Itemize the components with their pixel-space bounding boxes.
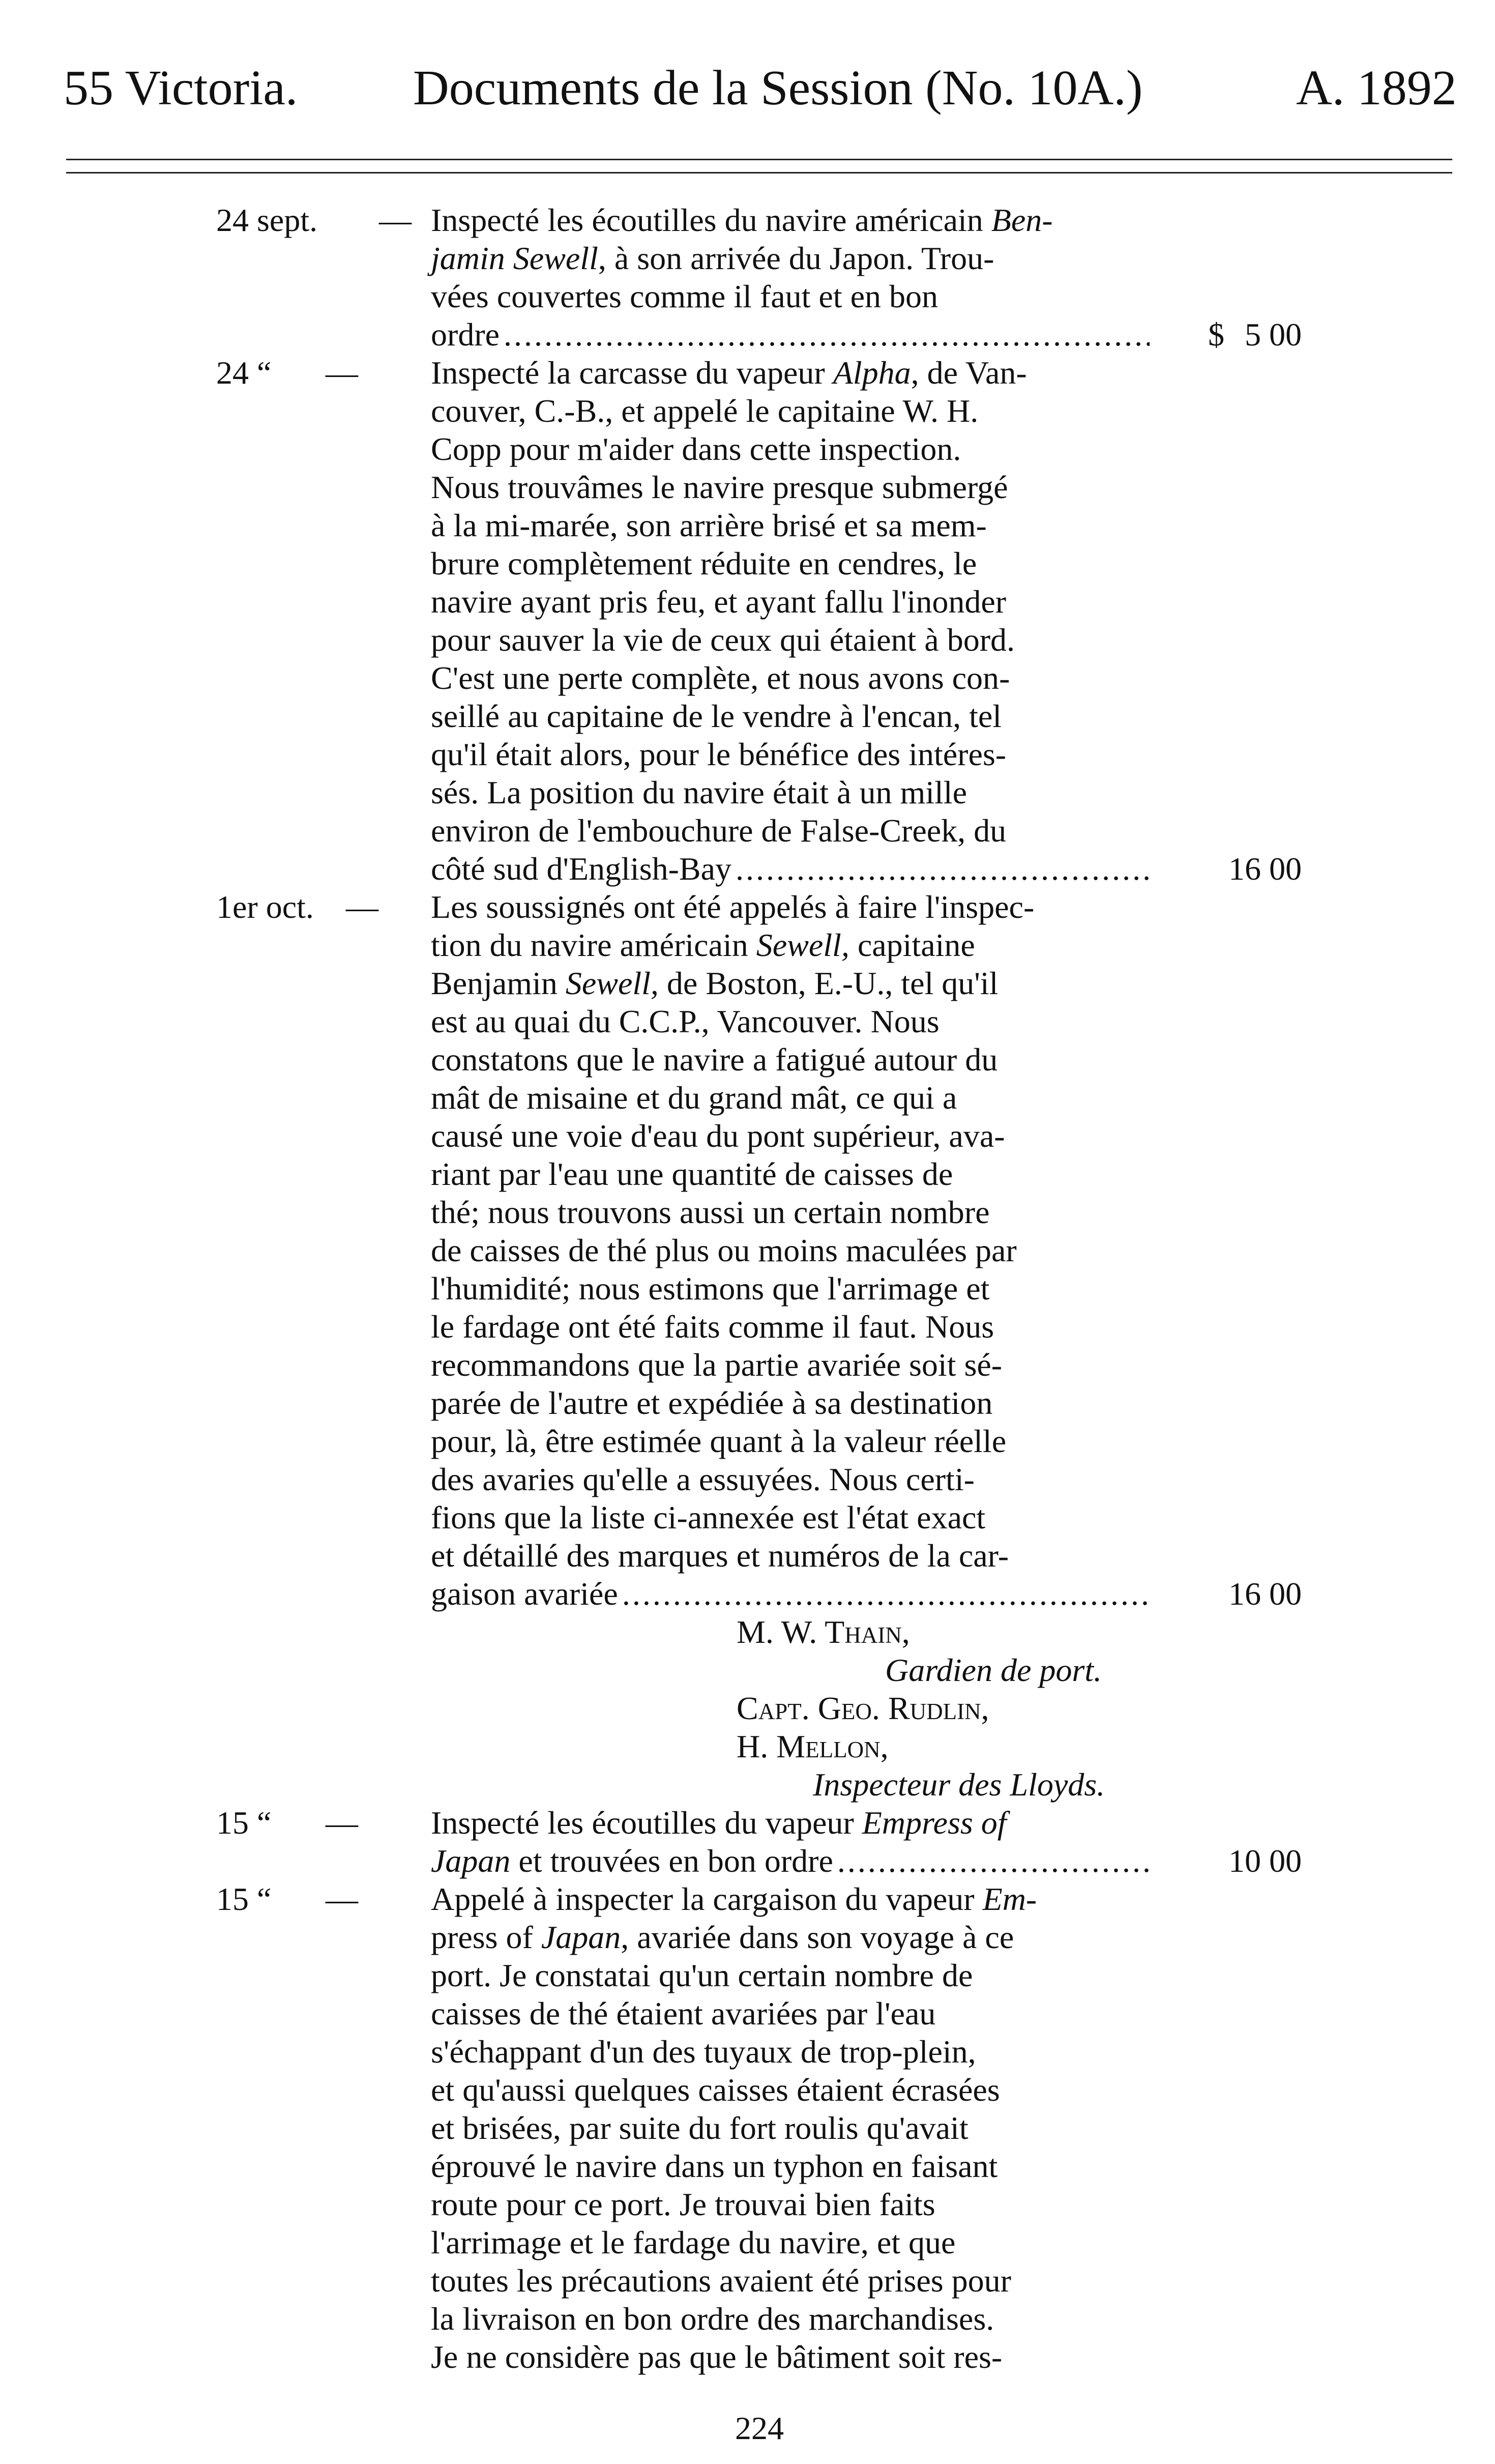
entry-line: et détaillé des marques et numéros de la car- (431, 1538, 1009, 1574)
entry-date: 1er oct. (216, 889, 314, 925)
entry-text (431, 1804, 1150, 1880)
entry-line: et brisées, par suite du fort roulis qu'avait (431, 2110, 969, 2146)
entry-amount: $ 5 00 (1208, 316, 1302, 353)
entry-line: Inspecté les écoutilles du vapeur Empress of (431, 1805, 1007, 1841)
log-entry (0, 201, 1495, 354)
entry-line: l'arrimage et le fardage du navire, et que (431, 2224, 956, 2260)
signatory-title: Inspecteur des Lloyds. (813, 1766, 1105, 1803)
entry-dash: — (326, 1805, 358, 1841)
entry-date: 24 “ (216, 355, 272, 391)
entry-dash: — (346, 889, 378, 925)
entry-line: Les soussignés ont été appelés à faire l'inspec- (431, 889, 1035, 925)
entry-line: Nous trouvâmes le navire presque submergé (431, 469, 1008, 505)
entry-line: de caisses de thé plus ou moins maculées par (431, 1232, 1017, 1268)
log-entries (0, 201, 1495, 2376)
entry-line: pour sauver la vie de ceux qui étaient à bord. (431, 622, 1015, 658)
entry-text (431, 888, 1150, 1613)
entry-line: environ de l'embouchure de False-Creek, du (431, 813, 1007, 849)
page-header (0, 0, 1495, 193)
entry-line: causé une voie d'eau du pont supérieur, ava- (431, 1118, 1005, 1154)
entry-line: C'est une perte complète, et nous avons con- (431, 660, 1010, 696)
log-entry (0, 1804, 1495, 1880)
entry-line: parée de l'autre et expédiée à sa destination (431, 1385, 993, 1421)
signature-block (0, 1613, 1495, 1804)
header-year: A. 1892 (1296, 61, 1457, 115)
entry-line: ordre ..... (431, 315, 1150, 354)
entry-line: navire ayant pris feu, et ayant fallu l'inonder (431, 584, 1007, 620)
entry-dash: — (379, 202, 412, 238)
entry-amount: 10 00 (1228, 1843, 1302, 1879)
entry-text (431, 201, 1150, 354)
entry-date: 15 “ (216, 1805, 272, 1841)
entry-line: pour, là, être estimée quant à la valeur réelle (431, 1423, 1007, 1459)
entry-line: Appelé à inspecter la cargaison du vapeur Em- (431, 1881, 1037, 1917)
entry-line: mât de misaine et du grand mât, ce qui a (431, 1080, 957, 1116)
signatory-name: Capt. Geo. Rudlin, (737, 1690, 989, 1726)
entry-line: couver, C.-B., et appelé le capitaine W. H. (431, 393, 979, 429)
header-regnal-year: 55 Victoria. (64, 61, 298, 115)
entry-line: Inspecté la carcasse du vapeur Alpha, de Van- (431, 355, 1027, 391)
entry-line: Je ne considère pas que le bâtiment soit res- (431, 2339, 1003, 2375)
entry-date: 15 “ (216, 1881, 272, 1917)
header-rule (66, 172, 1452, 173)
entry-line: toutes les précautions avaient été prises pour (431, 2263, 1011, 2299)
entry-dash: — (326, 1881, 358, 1917)
entry-line: des avaries qu'elle a essuyées. Nous certi- (431, 1461, 975, 1497)
entry-line: et qu'aussi quelques caisses étaient écrasées (431, 2072, 1000, 2108)
entry-line: recommandons que la partie avariée soit sé- (431, 1347, 1003, 1383)
entry-line: port. Je constatai qu'un certain nombre de (431, 1957, 973, 1993)
entry-line: caisses de thé étaient avariées par l'eau (431, 1995, 936, 2032)
entry-text (431, 354, 1150, 888)
entry-line: route pour ce port. Je trouvai bien faits (431, 2186, 935, 2222)
entry-text (431, 1880, 1150, 2376)
entry-line: riant par l'eau une quantité de caisses de (431, 1156, 953, 1192)
entry-line: seillé au capitaine de le vendre à l'encan, tel (431, 698, 1002, 734)
entry-amount: 16 00 (1228, 851, 1302, 887)
entry-line: constatons que le navire a fatigué autour du (431, 1041, 998, 1078)
entry-line: brure complètement réduite en cendres, le (431, 545, 977, 582)
entry-line: vées couvertes comme il faut et en bon (431, 278, 938, 314)
entry-line: l'humidité; nous estimons que l'arrimage et (431, 1270, 990, 1307)
signatory-name: H. Mellon, (737, 1728, 889, 1764)
entry-line: à la mi-marée, son arrière brisé et sa mem- (431, 507, 987, 543)
entry-line: éprouvé le navire dans un typhon en faisant (431, 2148, 998, 2184)
entry-line: thé; nous trouvons aussi un certain nombre (431, 1194, 990, 1230)
entry-amount: 16 00 (1228, 1576, 1302, 1612)
header-title: Documents de la Session (No. 10A.) (413, 61, 1143, 115)
signatory-title: Gardien de port. (885, 1652, 1102, 1688)
header-rule (66, 159, 1452, 160)
entry-line: côté sud d'English-Bay ..... (431, 850, 1150, 888)
entry-line: fions que la liste ci-annexée est l'état exact (431, 1499, 986, 1535)
entry-dash: — (326, 355, 358, 391)
entry-line: Benjamin Sewell, de Boston, E.-U., tel qu'il (431, 965, 999, 1001)
entry-line: jamin Sewell, à son arrivée du Japon. Trou- (431, 240, 994, 276)
entry-date: 24 sept. (216, 202, 318, 238)
log-entry (0, 354, 1495, 888)
entry-line: press of Japan, avariée dans son voyage à ce (431, 1919, 1014, 1955)
entry-line: Japan et trouvées en bon ordre ..... (431, 1842, 1150, 1880)
entry-line: gaison avariée ..... (431, 1575, 1150, 1613)
page-number: 224 (735, 2410, 784, 2446)
entry-line: s'échappant d'un des tuyaux de trop-plein, (431, 2034, 976, 2070)
entry-line: Inspecté les écoutilles du navire américain Ben- (431, 202, 1053, 238)
entry-line: tion du navire américain Sewell, capitaine (431, 927, 975, 963)
dollar-sign: $ (1208, 316, 1224, 353)
entry-line: le fardage ont été faits comme il faut. Nous (431, 1309, 994, 1345)
signatory-name: M. W. Thain, (737, 1614, 910, 1650)
log-entry (0, 888, 1495, 1613)
entry-line: la livraison en bon ordre des marchandises. (431, 2301, 994, 2337)
entry-line: sés. La position du navire était à un mille (431, 774, 967, 810)
entry-line: est au quai du C.C.P., Vancouver. Nous (431, 1003, 940, 1039)
entry-line: qu'il était alors, pour le bénéfice des intéres- (431, 736, 1007, 772)
entry-line: Copp pour m'aider dans cette inspection. (431, 431, 961, 467)
log-entry (0, 1880, 1495, 2376)
